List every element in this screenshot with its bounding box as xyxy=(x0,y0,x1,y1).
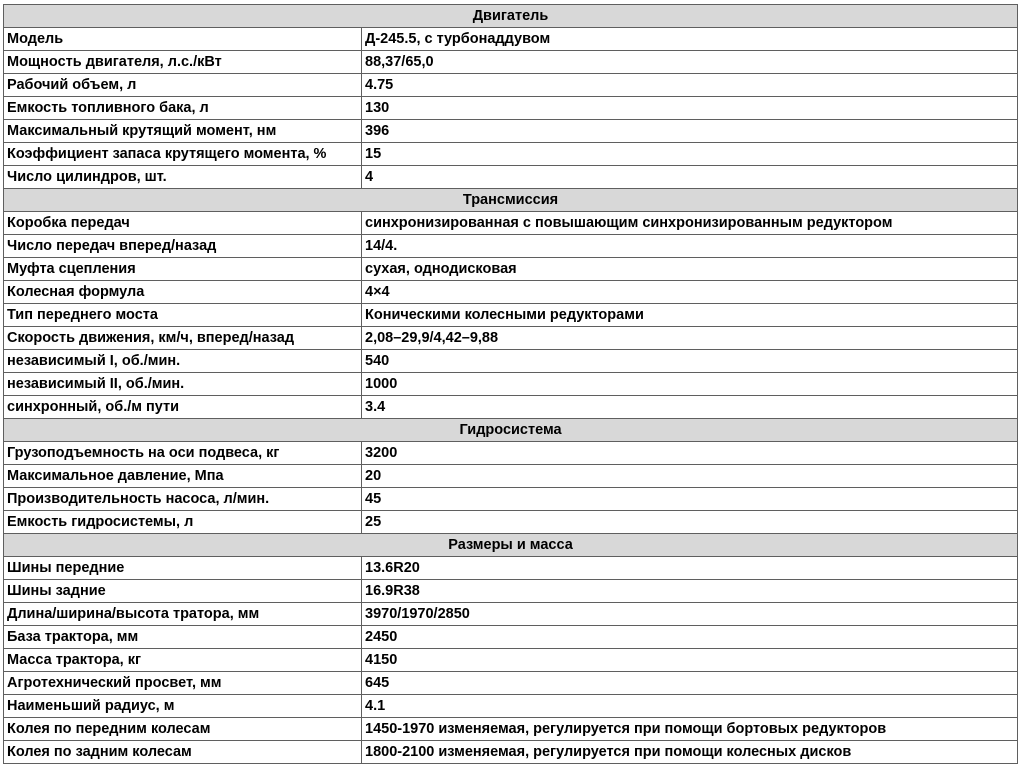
table-row xyxy=(4,580,1018,603)
table-row xyxy=(4,488,1018,511)
spec-value-cell: 4×4 xyxy=(362,281,1018,304)
table-row xyxy=(4,350,1018,373)
spec-value-cell: 3.4 xyxy=(362,396,1018,419)
spec-label-cell: Агротехнический просвет, мм xyxy=(4,672,362,695)
table-row xyxy=(4,442,1018,465)
table-row xyxy=(4,465,1018,488)
spec-label-cell: Муфта сцепления xyxy=(4,258,362,281)
section-header-row xyxy=(4,419,1018,442)
spec-value-cell: 16.9R38 xyxy=(362,580,1018,603)
table-row xyxy=(4,327,1018,350)
spec-value-cell: 540 xyxy=(362,350,1018,373)
spec-value-cell: 4 xyxy=(362,166,1018,189)
spec-label-cell: Колея по передним колесам xyxy=(4,718,362,741)
table-row xyxy=(4,695,1018,718)
section-title: Размеры и масса xyxy=(4,534,1018,557)
table-row xyxy=(4,626,1018,649)
spec-value-cell: Коническими колесными редукторами xyxy=(362,304,1018,327)
spec-label-cell: Коробка передач xyxy=(4,212,362,235)
section-title: Двигатель xyxy=(4,5,1018,28)
spec-table-body xyxy=(4,5,1018,764)
spec-label-cell: Емкость топливного бака, л xyxy=(4,97,362,120)
table-row xyxy=(4,258,1018,281)
spec-value-cell: синхронизированная с повышающим синхронизированным редуктором xyxy=(362,212,1018,235)
spec-value-cell: 25 xyxy=(362,511,1018,534)
spec-label-cell: Рабочий объем, л xyxy=(4,74,362,97)
section-title: Трансмиссия xyxy=(4,189,1018,212)
spec-value-cell: 14/4. xyxy=(362,235,1018,258)
spec-label-cell: Мощность двигателя, л.с./кВт xyxy=(4,51,362,74)
table-row xyxy=(4,373,1018,396)
spec-label-cell: Число цилиндров, шт. xyxy=(4,166,362,189)
spec-value-cell: 396 xyxy=(362,120,1018,143)
spec-label-cell: независимый II, об./мин. xyxy=(4,373,362,396)
spec-value-cell: 4.75 xyxy=(362,74,1018,97)
spec-value-cell: 1800-2100 изменяемая, регулируется при помощи колесных дисков xyxy=(362,741,1018,764)
table-row xyxy=(4,97,1018,120)
section-header-row xyxy=(4,189,1018,212)
table-row xyxy=(4,304,1018,327)
table-row xyxy=(4,281,1018,304)
spec-value-cell: 2,08–29,9/4,42–9,88 xyxy=(362,327,1018,350)
table-row xyxy=(4,557,1018,580)
section-title: Гидросистема xyxy=(4,419,1018,442)
spec-label-cell: независимый I, об./мин. xyxy=(4,350,362,373)
spec-label-cell: Длина/ширина/высота тратора, мм xyxy=(4,603,362,626)
spec-value-cell: 4150 xyxy=(362,649,1018,672)
spec-value-cell: 88,37/65,0 xyxy=(362,51,1018,74)
table-row xyxy=(4,511,1018,534)
spec-value-cell: 15 xyxy=(362,143,1018,166)
spec-label-cell: Скорость движения, км/ч, вперед/назад xyxy=(4,327,362,350)
spec-value-cell: Д-245.5, с турбонаддувом xyxy=(362,28,1018,51)
spec-label-cell: Максимальное давление, Мпа xyxy=(4,465,362,488)
spec-label-cell: Коэффициент запаса крутящего момента, % xyxy=(4,143,362,166)
table-row xyxy=(4,74,1018,97)
spec-value-cell: 1000 xyxy=(362,373,1018,396)
spec-label-cell: Колесная формула xyxy=(4,281,362,304)
spec-label-cell: База трактора, мм xyxy=(4,626,362,649)
spec-table xyxy=(3,4,1018,764)
table-row xyxy=(4,212,1018,235)
table-row xyxy=(4,28,1018,51)
spec-label-cell: Тип переднего моста xyxy=(4,304,362,327)
spec-label-cell: Емкость гидросистемы, л xyxy=(4,511,362,534)
spec-value-cell: сухая, однодисковая xyxy=(362,258,1018,281)
table-row xyxy=(4,718,1018,741)
spec-value-cell: 4.1 xyxy=(362,695,1018,718)
table-row xyxy=(4,166,1018,189)
spec-value-cell: 2450 xyxy=(362,626,1018,649)
table-row xyxy=(4,741,1018,764)
section-header-row xyxy=(4,534,1018,557)
spec-value-cell: 130 xyxy=(362,97,1018,120)
spec-label-cell: Наименьший радиус, м xyxy=(4,695,362,718)
spec-label-cell: Масса трактора, кг xyxy=(4,649,362,672)
spec-label-cell: Грузоподъемность на оси подвеса, кг xyxy=(4,442,362,465)
section-header-row xyxy=(4,5,1018,28)
spec-value-cell: 13.6R20 xyxy=(362,557,1018,580)
spec-label-cell: синхронный, об./м пути xyxy=(4,396,362,419)
spec-label-cell: Число передач вперед/назад xyxy=(4,235,362,258)
table-row xyxy=(4,143,1018,166)
spec-value-cell: 20 xyxy=(362,465,1018,488)
spec-label-cell: Максимальный крутящий момент, нм xyxy=(4,120,362,143)
table-row xyxy=(4,672,1018,695)
spec-label-cell: Модель xyxy=(4,28,362,51)
spec-label-cell: Шины задние xyxy=(4,580,362,603)
spec-value-cell: 3200 xyxy=(362,442,1018,465)
table-row xyxy=(4,603,1018,626)
spec-value-cell: 45 xyxy=(362,488,1018,511)
table-row xyxy=(4,120,1018,143)
table-row xyxy=(4,235,1018,258)
spec-label-cell: Производительность насоса, л/мин. xyxy=(4,488,362,511)
table-row xyxy=(4,51,1018,74)
spec-value-cell: 1450-1970 изменяемая, регулируется при помощи бортовых редукторов xyxy=(362,718,1018,741)
spec-value-cell: 3970/1970/2850 xyxy=(362,603,1018,626)
spec-value-cell: 645 xyxy=(362,672,1018,695)
spec-label-cell: Шины передние xyxy=(4,557,362,580)
table-row xyxy=(4,649,1018,672)
table-row xyxy=(4,396,1018,419)
spec-label-cell: Колея по задним колесам xyxy=(4,741,362,764)
